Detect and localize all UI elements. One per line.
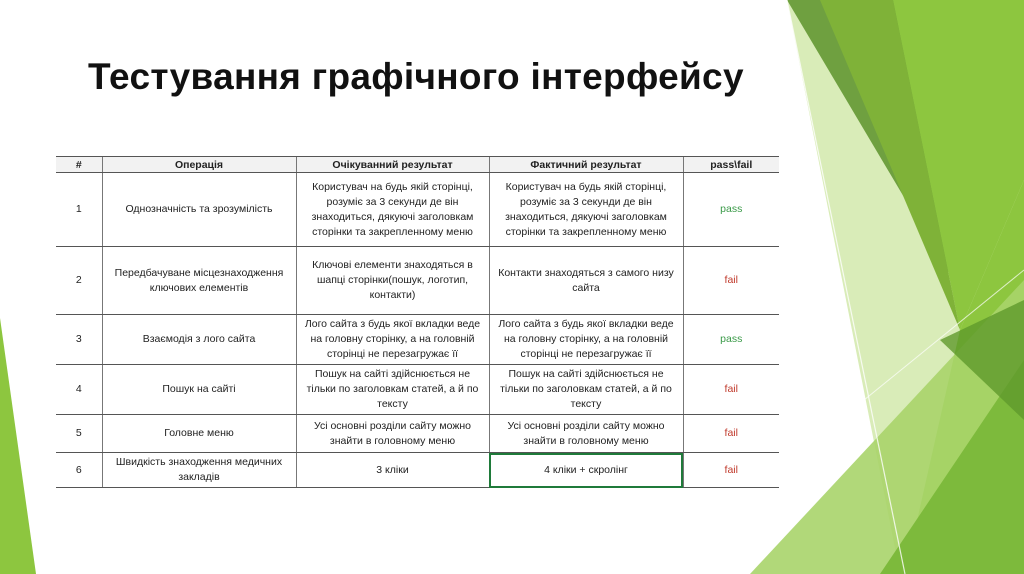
row-actual: Лого сайта з будь якої вкладки веде на головну сторінку, а на головній сторінці не перезагружає її — [489, 315, 683, 365]
table-row — [56, 365, 779, 415]
row-actual: Пошук на сайті здійснюється не тільки по заголовкам статей, а й по тексту — [489, 365, 683, 415]
row-status: pass — [683, 315, 779, 365]
header-status: pass\fail — [683, 157, 779, 173]
row-number: 5 — [56, 415, 102, 453]
header-actual: Фактичний результат — [489, 157, 683, 173]
table-row — [56, 315, 779, 365]
row-expected: Лого сайта з будь якої вкладки веде на головну сторінку, а на головній сторінці не перезагружає її — [296, 315, 489, 365]
row-number: 6 — [56, 453, 102, 488]
row-status: fail — [683, 415, 779, 453]
header-operation: Операція — [102, 157, 296, 173]
row-operation: Передбачуване місцезнаходження ключових елементів — [102, 247, 296, 315]
row-expected: Пошук на сайті здійснюється не тільки по заголовкам статей, а й по тексту — [296, 365, 489, 415]
row-status: fail — [683, 247, 779, 315]
row-operation: Однозначність та зрозумілість — [102, 173, 296, 247]
row-number: 1 — [56, 173, 102, 247]
table-row — [56, 415, 779, 453]
row-actual: Усі основні розділи сайту можно знайти в головному меню — [489, 415, 683, 453]
row-expected: 3 кліки — [296, 453, 489, 488]
row-status: fail — [683, 365, 779, 415]
row-actual: Користувач на будь якій сторінці, розуміє за 3 секунди де він знаходиться, дякуючі заголовкам сторінки та закрепленному меню — [489, 173, 683, 247]
row-expected: Ключові елементи знаходяться в шапці сторінки(пошук, логотип, контакти) — [296, 247, 489, 315]
row-number: 3 — [56, 315, 102, 365]
row-operation: Швидкість знаходження медичних закладів — [102, 453, 296, 488]
row-operation: Головне меню — [102, 415, 296, 453]
header-number: # — [56, 157, 102, 173]
table-row — [56, 247, 779, 315]
row-operation: Взаємодія з лого сайта — [102, 315, 296, 365]
row-status: pass — [683, 173, 779, 247]
row-operation: Пошук на сайті — [102, 365, 296, 415]
row-actual: Контакти знаходяться з самого низу сайта — [489, 247, 683, 315]
row-number: 2 — [56, 247, 102, 315]
table-row — [56, 173, 779, 247]
row-expected: Користувач на будь якій сторінці, розуміє за 3 секунди де він знаходиться, дякуючі заголовкам сторінки та закрепленному меню — [296, 173, 489, 247]
table-row — [56, 453, 779, 488]
row-actual-selected-cell[interactable]: 4 кліки + скролінг — [489, 453, 683, 488]
row-number: 4 — [56, 365, 102, 415]
slide-title: Тестування графічного інтерфейсу — [88, 56, 744, 97]
table-header-row — [56, 157, 779, 173]
header-expected: Очікуванний результат — [296, 157, 489, 173]
test-results-table — [56, 156, 779, 488]
row-status: fail — [683, 453, 779, 488]
row-expected: Усі основні розділи сайту можно знайти в головному меню — [296, 415, 489, 453]
